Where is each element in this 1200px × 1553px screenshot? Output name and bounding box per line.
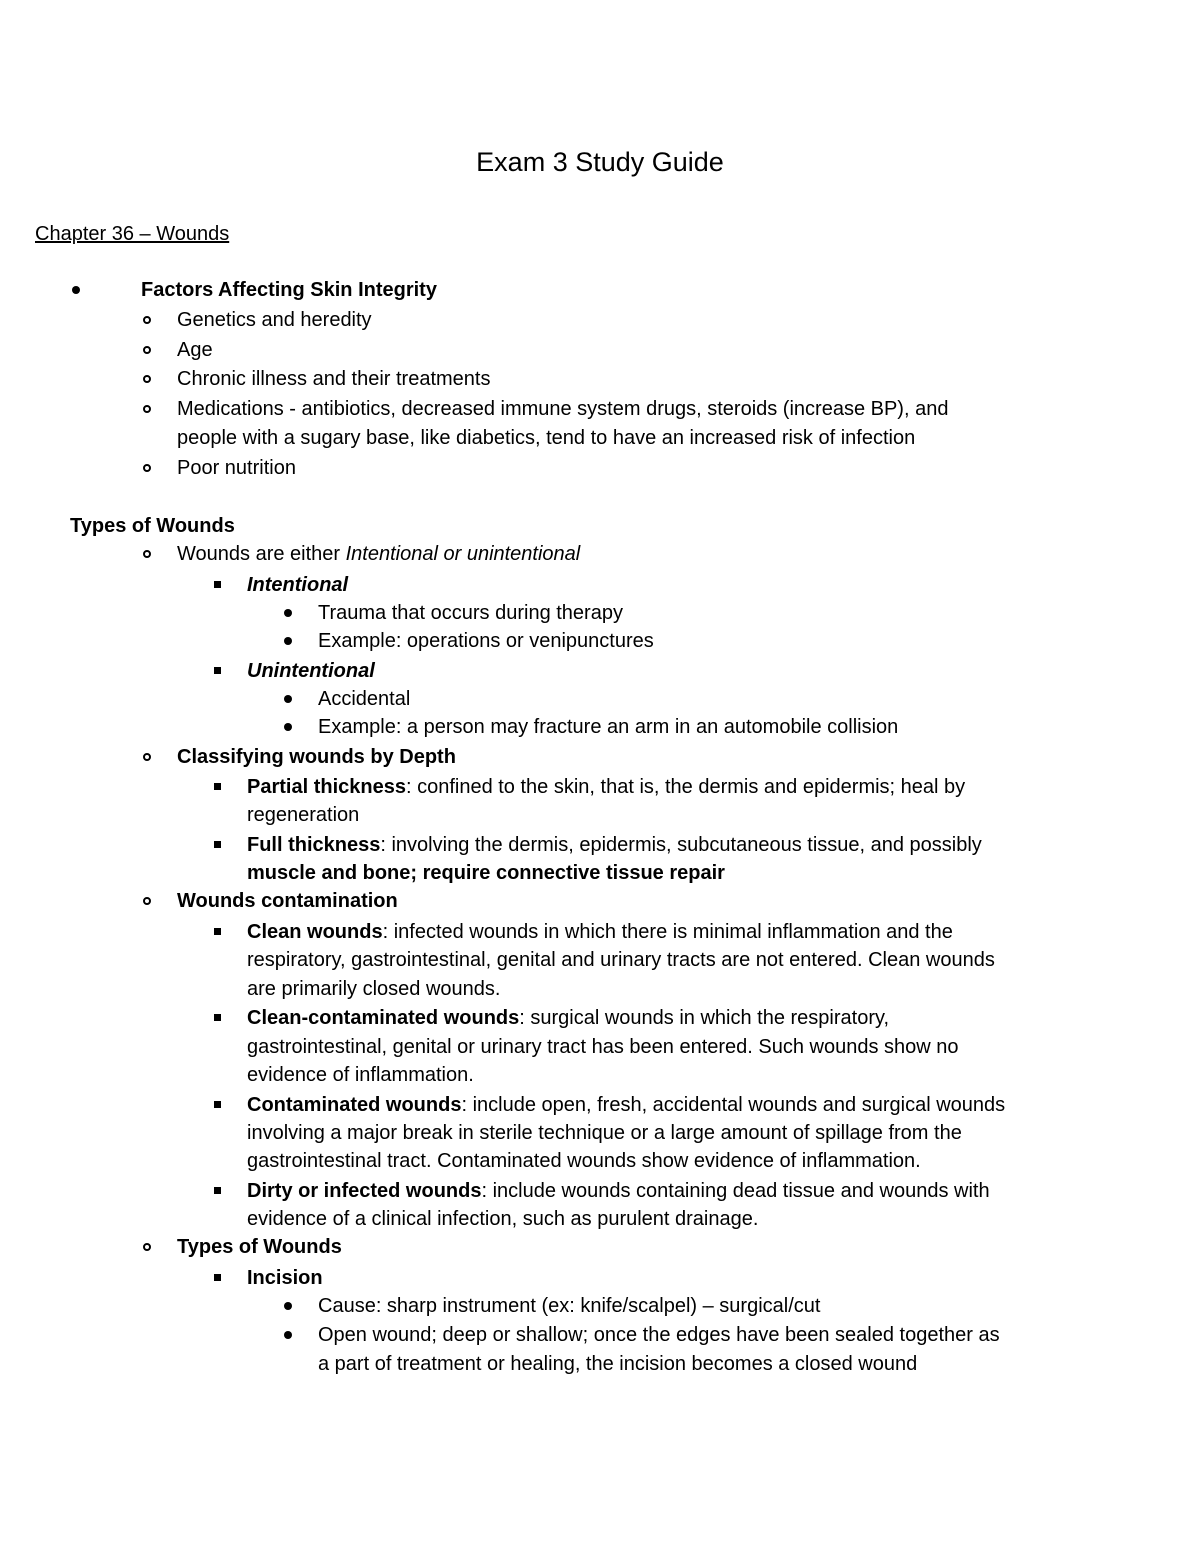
bullet-square [214,1101,221,1108]
clean-contaminated-text: : surgical wounds in which the respiratory, [519,1007,890,1029]
clean-contaminated-term: Clean-contaminated wounds [247,1007,520,1029]
list-item-continuation: evidence of a clinical infection, such as purulent drainage. [247,1208,759,1230]
bullet-square [214,667,221,674]
bullet-dot [72,286,80,294]
list-item [177,539,580,569]
list-item-continuation: respiratory, gastrointestinal, genital and urinary tracts are not entered. Clean wounds [247,949,995,971]
contaminated-text: : include open, fresh, accidental wounds and surgical wounds [461,1094,1006,1116]
list-item-continuation: a part of treatment or healing, the incision becomes a closed wound [318,1353,918,1375]
bullet-dot [284,695,292,703]
list-item: Open wound; deep or shallow; once the edges have been sealed together as [318,1324,1000,1346]
bullet-ring [143,897,151,905]
list-item-continuation: muscle and bone; require connective tissue repair [247,862,725,884]
bullet-ring [143,375,151,383]
list-item: Age [177,339,213,361]
incision-label: Incision [247,1267,323,1289]
list-item: Medications - antibiotics, decreased immune system drugs, steroids (increase BP), and [177,398,949,420]
list-item-continuation: are primarily closed wounds. [247,978,501,1000]
list-item: Genetics and heredity [177,309,372,331]
list-item: Cause: sharp instrument (ex: knife/scalpel) – surgical/cut [318,1295,821,1317]
full-term: Full thickness [247,834,381,856]
bullet-dot [284,723,292,731]
list-item-continuation: gastrointestinal, genital or urinary tract has been entered. Such wounds show no [247,1036,959,1058]
page-title: Exam 3 Study Guide [476,147,724,177]
depth-heading: Classifying wounds by Depth [177,746,456,768]
types2-heading: Types of Wounds [177,1236,342,1258]
intentional-label: Intentional [247,574,349,596]
bullet-square [214,783,221,790]
factors-heading: Factors Affecting Skin Integrity [141,279,437,301]
clean-text: : infected wounds in which there is minimal inflammation and the [382,921,953,943]
clean-term: Clean wounds [247,921,383,943]
bullet-square [214,928,221,935]
list-item-continuation: involving a major break in sterile technique or a large amount of spillage from the [247,1122,962,1144]
bullet-dot [284,1331,292,1339]
list-item [247,830,982,860]
bullet-dot [284,637,292,645]
list-item: Chronic illness and their treatments [177,368,491,390]
dirty-text: : include wounds containing dead tissue and wounds with [481,1180,990,1202]
list-item: Example: a person may fracture an arm in an automobile collision [318,716,899,738]
list-item-continuation: evidence of inflammation. [247,1064,474,1086]
list-item: Example: operations or venipunctures [318,630,654,652]
bullet-ring [143,316,151,324]
list-item-continuation: gastrointestinal tract. Contaminated wounds show evidence of inflammation. [247,1150,921,1172]
partial-term: Partial thickness [247,776,406,798]
bullet-ring [143,550,151,558]
list-item [247,772,965,802]
list-item: Trauma that occurs during therapy [318,602,623,624]
full-text: : involving the dermis, epidermis, subcutaneous tissue, and possibly [380,834,982,856]
bullet-ring [143,405,151,413]
bullet-square [214,1187,221,1194]
list-item [247,1176,990,1206]
list-item: Accidental [318,688,411,710]
list-item [247,1090,1005,1120]
bullet-square [214,581,221,588]
list-item: Poor nutrition [177,457,296,479]
bullet-ring [143,346,151,354]
list-item [247,1003,889,1033]
list-item-continuation: regeneration [247,804,360,826]
intent-prefix: Wounds are either [177,543,346,565]
intent-italic: Intentional or unintentional [345,543,581,565]
types-heading: Types of Wounds [70,515,235,537]
partial-text: : confined to the skin, that is, the dermis and epidermis; heal by [405,776,966,798]
contaminated-term: Contaminated wounds [247,1094,462,1116]
bullet-ring [143,753,151,761]
bullet-dot [284,609,292,617]
bullet-square [214,841,221,848]
dirty-term: Dirty or infected wounds [247,1180,482,1202]
list-item [247,917,953,947]
unintentional-label: Unintentional [247,660,375,682]
bullet-ring [143,1243,151,1251]
bullet-ring [143,464,151,472]
contamination-heading: Wounds contamination [177,890,398,912]
bullet-dot [284,1302,292,1310]
bullet-square [214,1274,221,1281]
bullet-square [214,1014,221,1021]
chapter-heading: Chapter 36 – Wounds [35,223,230,245]
list-item-continuation: people with a sugary base, like diabetics, tend to have an increased risk of infection [177,427,916,449]
